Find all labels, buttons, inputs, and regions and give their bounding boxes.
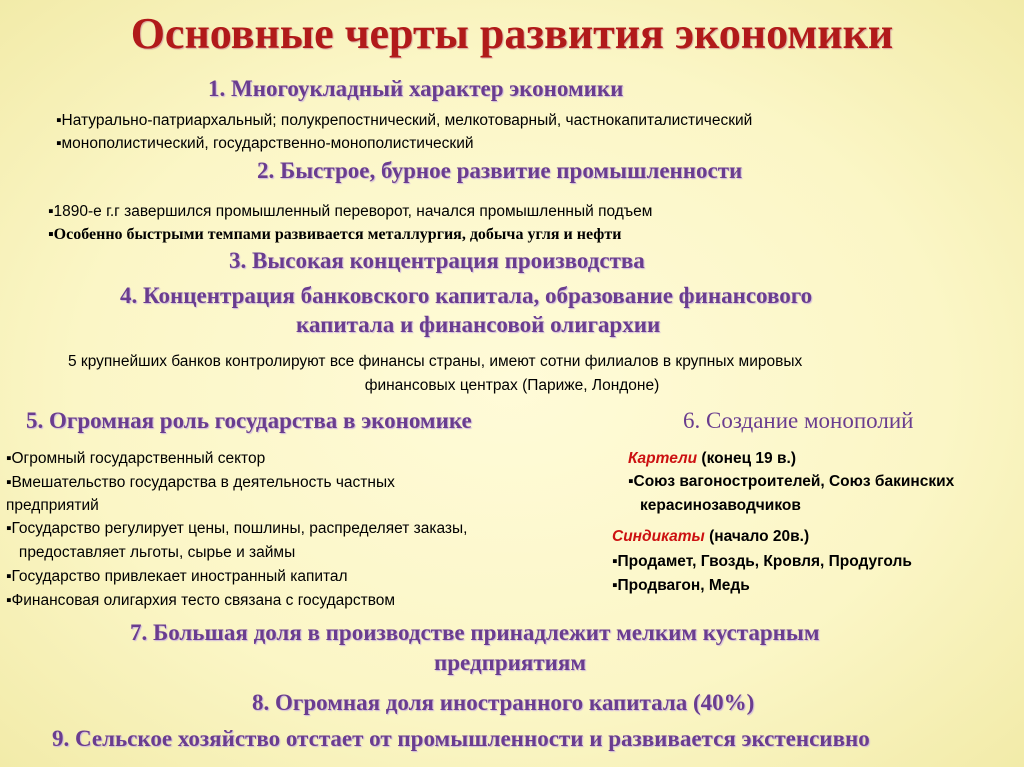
syndicates-label: Синдикаты — [612, 528, 705, 545]
section-2-heading: 2. Быстрое, бурное развитие промышленности — [257, 158, 743, 183]
cartels-note: (конец 19 в.) — [697, 450, 796, 467]
section-7-heading: 7. Большая доля в производстве принадлежит мелким кустарным — [130, 620, 820, 645]
page-title: Основные черты развития экономики — [130, 9, 894, 58]
section-5-line: предприятий — [6, 497, 99, 514]
section-5-line: ▪Огромный государственный сектор — [6, 450, 266, 467]
section-1-item: ▪монополистический, государственно-монополистический — [56, 135, 474, 152]
section-7-heading-cont: предприятиям — [434, 650, 586, 675]
section-2-item: ▪Особенно быстрыми темпами развивается металлургия, добыча угля и нефти — [48, 226, 622, 243]
section-5-line: предоставляет льготы, сырье и займы — [6, 544, 296, 561]
syndicates-note: (начало 20в.) — [704, 528, 810, 545]
syndicates-item: ▪Продвагон, Медь — [612, 577, 750, 594]
section-3-heading: 3. Высокая концентрация производства — [229, 248, 645, 273]
cartels-item-cont: керасинозаводчиков — [640, 497, 801, 514]
syndicates-line — [612, 528, 809, 546]
section-6-heading: 6. Создание монополий — [683, 408, 914, 433]
section-5-heading: 5. Огромная роль государства в экономике — [26, 408, 472, 433]
section-5-line: ▪Государство привлекает иностранный капитал — [6, 568, 348, 585]
cartels-line — [628, 450, 796, 468]
section-5-line: ▪Вмешательство государства в деятельность частных — [6, 474, 395, 491]
section-4-text: 5 крупнейших банков контролируют все финансы страны, имеют сотни филиалов в крупных мировых — [68, 353, 803, 370]
syndicates-item: ▪Продамет, Гвоздь, Кровля, Продуголь — [612, 553, 912, 570]
section-9-heading: 9. Сельское хозяйство отстает от промышленности и развивается экстенсивно — [52, 726, 870, 751]
section-1-item: ▪Натурально-патриархальный; полукрепостнический, мелкотоварный, частнокапиталистический — [56, 112, 753, 129]
section-5-line: ▪Государство регулирует цены, пошлины, распределяет заказы, — [6, 520, 468, 537]
cartels-label: Картели — [628, 450, 698, 467]
section-5-line: ▪Финансовая олигархия тесто связана с государством — [6, 592, 396, 609]
section-4-heading-cont: капитала и финансовой олигархии — [296, 312, 661, 337]
section-8-heading: 8. Огромная доля иностранного капитала (40%) — [252, 690, 755, 715]
section-4-text-cont: финансовых центрах (Париже, Лондоне) — [364, 377, 660, 394]
section-2-item: ▪1890-е г.г завершился промышленный переворот, начался промышленный подъем — [48, 203, 653, 220]
section-1-heading: 1. Многоукладный характер экономики — [208, 76, 624, 101]
section-4-heading: 4. Концентрация банковского капитала, образование финансового — [120, 283, 813, 308]
cartels-item: ▪Союз вагоностроителей, Союз бакинских — [628, 473, 955, 490]
